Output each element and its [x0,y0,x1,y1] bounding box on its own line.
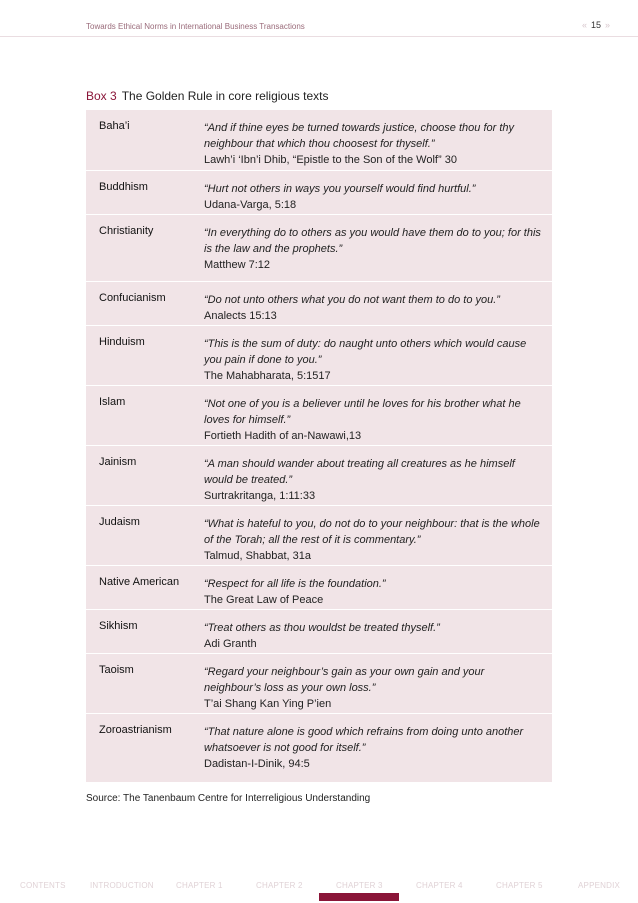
running-title: Towards Ethical Norms in International Business Transactions [86,22,305,31]
quote-cell [204,664,544,712]
quote-text: “Regard your neighbour’s gain as your own gain and your neighbour’s loss as your own loss.” [204,666,485,694]
quote-reference: Dadistan-I-Dinik, 94:5 [204,758,310,770]
table-row [86,713,552,782]
quote-text: “This is the sum of duty: do naught unto others which would cause you pain if done to you.” [204,338,527,366]
quote-text: “Respect for all life is the foundation.” [204,578,386,590]
quote-reference: Analects 15:13 [204,310,277,322]
quote-cell [204,620,544,652]
quote-cell [204,120,544,168]
quote-text: “Hurt not others in ways you yourself would find hurtful.” [204,183,476,195]
nav-chapter-3[interactable]: CHAPTER 3 [336,881,383,890]
nav-introduction[interactable]: INTRODUCTION [90,881,154,890]
religion-name: Christianity [99,225,154,237]
quote-reference: Udana-Varga, 5:18 [204,199,297,211]
quote-text: “That nature alone is good which refrains from doing unto another whatsoever is not good for itself.” [204,726,524,754]
religion-name: Sikhism [99,620,138,632]
table-row [86,385,552,445]
header-rule [0,36,638,37]
quote-cell [204,292,544,324]
religion-name: Judaism [99,516,140,528]
religion-name: Taoism [99,664,134,676]
table-row [86,609,552,653]
quote-reference: Adi Granth [204,638,257,650]
quote-cell [204,576,544,608]
religion-name: Zoroastrianism [99,724,172,736]
quote-text: “Not one of you is a believer until he loves for his brother what he loves for himself.” [204,398,521,426]
chapter-nav [0,881,638,893]
table-row [86,565,552,609]
active-chapter-indicator [319,893,399,901]
table-row [86,281,552,325]
quote-text: “A man should wander about treating all creatures as he himself would be treated.” [204,458,515,486]
quote-reference: Surtrakritanga, 1:11:33 [204,490,316,502]
chevron-right-double-icon[interactable]: » [604,20,610,30]
religion-name: Islam [99,396,126,408]
quote-cell [204,181,544,213]
quote-reference: The Great Law of Peace [204,594,324,606]
quote-cell [204,724,544,772]
quote-reference: Matthew 7:12 [204,259,271,271]
table-row [86,110,552,170]
religion-name: Hinduism [99,336,145,348]
quote-reference: Lawh’i ‘Ibn’i Dhib, “Epistle to the Son of the Wolf” 30 [204,154,457,166]
nav-chapter-5[interactable]: CHAPTER 5 [496,881,543,890]
nav-appendix[interactable]: APPENDIX [578,881,621,890]
quote-reference: The Mahabharata, 5:1517 [204,370,331,382]
religion-name: Buddhism [99,181,148,193]
page-navigator [582,20,610,30]
nav-chapter-2[interactable]: CHAPTER 2 [256,881,303,890]
table-row [86,214,552,281]
nav-chapter-1[interactable]: CHAPTER 1 [176,881,223,890]
quote-text: “What is hateful to you, do not do to your neighbour: that is the whole of the Torah; all the rest of it is commentary.” [204,518,540,546]
religion-name: Confucianism [99,292,166,304]
page-number: 15 [590,20,601,30]
quote-text: “And if thine eyes be turned towards justice, choose thou for thy neighbour that which thou choosest for thyself.” [204,122,515,150]
golden-rule-table [86,110,552,782]
quote-reference: Fortieth Hadith of an-Nawawi,13 [204,430,362,442]
quote-reference: Talmud, Shabbat, 31a [204,550,312,562]
quote-text: “Treat others as thou wouldst be treated thyself.” [204,622,440,634]
quote-cell [204,396,544,444]
box-title: The Golden Rule in core religious texts [121,89,329,103]
religion-name: Native American [99,576,180,588]
quote-cell [204,336,544,384]
table-row [86,653,552,713]
quote-cell [204,456,544,504]
religion-name: Jainism [99,456,137,468]
quote-text: “In everything do to others as you would have them do to you; for this is the law and the prophets.” [204,227,541,255]
table-row [86,170,552,214]
table-row [86,505,552,565]
chevron-left-double-icon[interactable]: « [581,20,587,30]
box-label: Box 3 [86,89,117,103]
box-heading [86,89,328,103]
quote-text: “Do not unto others what you do not want them to do to you.” [204,294,500,306]
religion-name: Baha’i [99,120,130,132]
nav-chapter-4[interactable]: CHAPTER 4 [416,881,463,890]
nav-contents[interactable]: CONTENTS [20,881,66,890]
table-row [86,325,552,385]
quote-reference: T’ai Shang Kan Ying P’ien [204,698,332,710]
quote-cell [204,516,544,564]
table-row [86,445,552,505]
source-note: Source: The Tanenbaum Centre for Interreligious Understanding [86,793,371,804]
quote-cell [204,225,544,273]
